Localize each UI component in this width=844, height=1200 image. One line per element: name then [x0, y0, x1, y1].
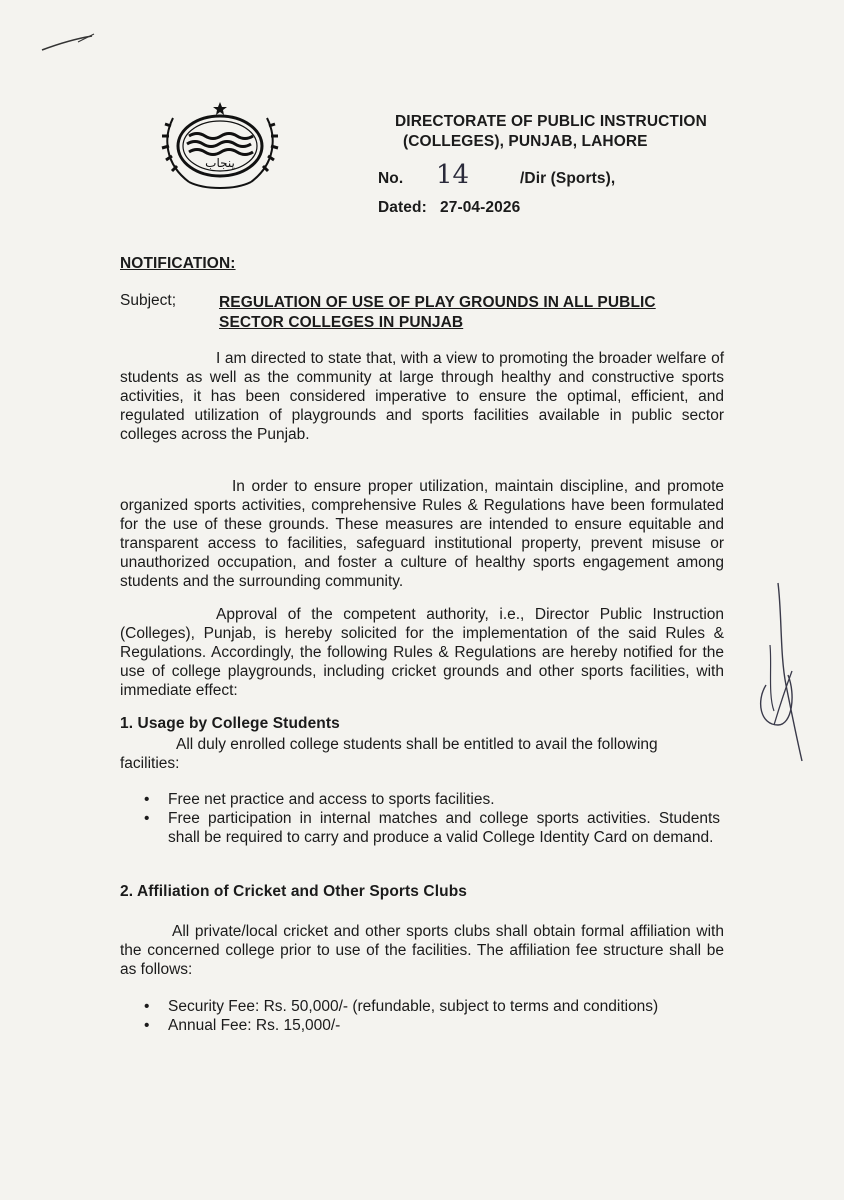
dated-label: Dated:: [378, 199, 427, 216]
paragraph-3: [120, 605, 724, 700]
section-2-heading: 2. Affiliation of Cricket and Other Sports Clubs: [120, 883, 467, 900]
list-item: • Annual Fee: Rs. 15,000/-: [140, 1016, 720, 1035]
signature-mark-icon: [752, 575, 832, 775]
pen-mark-icon: [38, 30, 98, 54]
subject-label: Subject;: [120, 292, 177, 309]
section-2-intro-text: All private/local cricket and other sports clubs shall obtain formal affiliation with the concerned college prior to use of the facilities. The affiliation fee structure shall be as follows:: [120, 923, 724, 978]
section-2-list: [140, 997, 720, 1035]
dir-reference: /Dir (Sports),: [520, 170, 616, 187]
paragraph-3-text: Approval of the competent authority, i.e., Director Public Instruction (Colleges), Punjab, is hereby solicited for the implementation of the said Rules & Regulations. Accordingly, the following Rules & Regulations are hereby notified for the use of college playgrounds, including cricket grounds and other sports facilities, with immediate effect:: [120, 606, 724, 699]
section-1-heading: 1. Usage by College Students: [120, 715, 340, 732]
ref-no-value: 14: [436, 160, 470, 190]
dated-value: 27-04-2026: [440, 199, 521, 216]
section-1-intro-text: All duly enrolled college students shall be entitled to avail the following facilities:: [120, 736, 658, 772]
paragraph-1-text: I am directed to state that, with a view to promoting the broader welfare of students as well as the community at large through healthy and constructive sports activities, it has been considered imperative to ensure the optimal, efficient, and regulated utilization of playgrounds and sports facilities available in public sector colleges across the Punjab.: [120, 350, 724, 443]
org-line-2: (COLLEGES), PUNJAB, LAHORE: [403, 133, 648, 150]
ref-no-label: No.: [378, 170, 404, 187]
subject-line-2: SECTOR COLLEGES IN PUNJAB: [219, 314, 464, 331]
section-1-intro: [120, 735, 680, 773]
subject-line-1: REGULATION OF USE OF PLAY GROUNDS IN ALL PUBLIC: [219, 294, 656, 311]
section-1-list: [140, 790, 720, 847]
paragraph-1: [120, 349, 724, 444]
paragraph-2-text: In order to ensure proper utilization, maintain discipline, and promote organized sports activities, comprehensive Rules & Regulations have been formulated for the use of these grounds. These measures are intended to ensure equitable and transparent access to facilities, safeguard institutional property, prevent misuse or unauthorized occupation, and foster a culture of healthy sports engagement among students and the surrounding community.: [120, 478, 724, 590]
section-2-intro: [120, 922, 724, 979]
org-line-1: DIRECTORATE OF PUBLIC INSTRUCTION: [395, 113, 707, 130]
emblem-text: پنجاب: [205, 156, 235, 170]
list-item: • Security Fee: Rs. 50,000/- (refundable, subject to terms and conditions): [140, 997, 720, 1016]
list-item: • Free participation in internal matches and college sports activities. Students shall be required to carry and produce a valid College Identity Card on demand.: [140, 809, 720, 847]
notification-title: NOTIFICATION:: [120, 255, 236, 272]
list-item: • Free net practice and access to sports facilities.: [140, 790, 720, 809]
punjab-emblem-icon: [155, 98, 285, 194]
paragraph-2: [120, 477, 724, 591]
